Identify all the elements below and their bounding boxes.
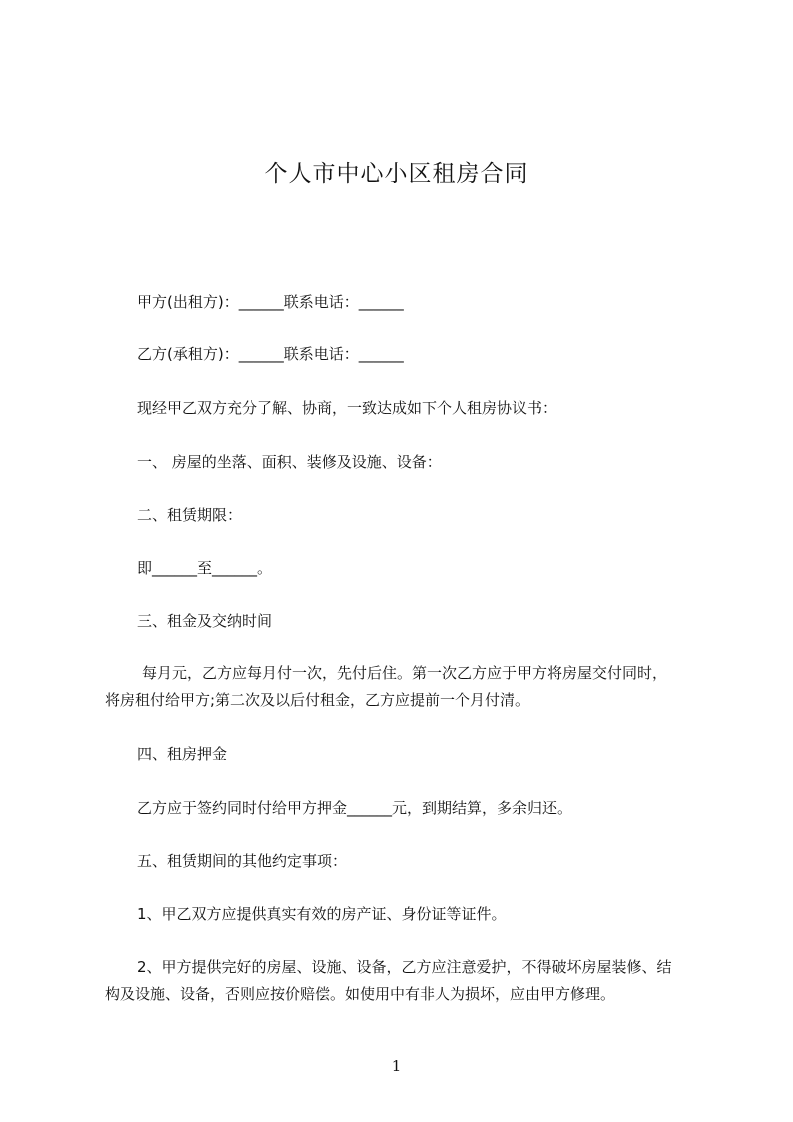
party-a-line: 甲方(出租方)：______联系电话：______ [137,293,404,311]
clause-2-line-2: 构及设施、设备，否则应按价赔偿。如使用中有非人为损坏，应由甲方修理。 [105,985,616,1003]
section-3-heading: 三、租金及交纳时间 [137,612,273,630]
contract-title: 个人市中心小区租房合同 [264,161,529,188]
intro-paragraph: 现经甲乙双方充分了解、协商，一致达成如下个人租房协议书： [137,399,558,417]
section-2-heading: 二、租赁期限： [137,506,243,524]
deposit-paragraph: 乙方应于签约同时付给甲方押金______元，到期结算，多余归还。 [137,799,573,817]
rent-paragraph-line-1: 每月元，乙方应每月付一次，先付后住。第一次乙方应于甲方将房屋交付同时， [142,664,668,682]
rent-paragraph-line-2: 将房租付给甲方;第二次及以后付租金，乙方应提前一个月付清。 [105,691,531,709]
clause-1: 1、甲乙双方应提供真实有效的房产证、身份证等证件。 [137,905,507,923]
lease-term-line: 即______至______。 [137,559,273,577]
section-1-heading: 一、 房屋的坐落、面积、装修及设施、设备： [137,453,442,471]
section-5-heading: 五、租赁期间的其他约定事项： [137,852,348,870]
clause-2-line-1: 2、甲方提供完好的房屋、设施、设备，乙方应注意爱护，不得破坏房屋装修、结 [137,958,672,976]
section-4-heading: 四、租房押金 [137,745,228,763]
party-b-line: 乙方(承租方)：______联系电话：______ [137,345,404,363]
page-number: 1 [391,1057,402,1075]
